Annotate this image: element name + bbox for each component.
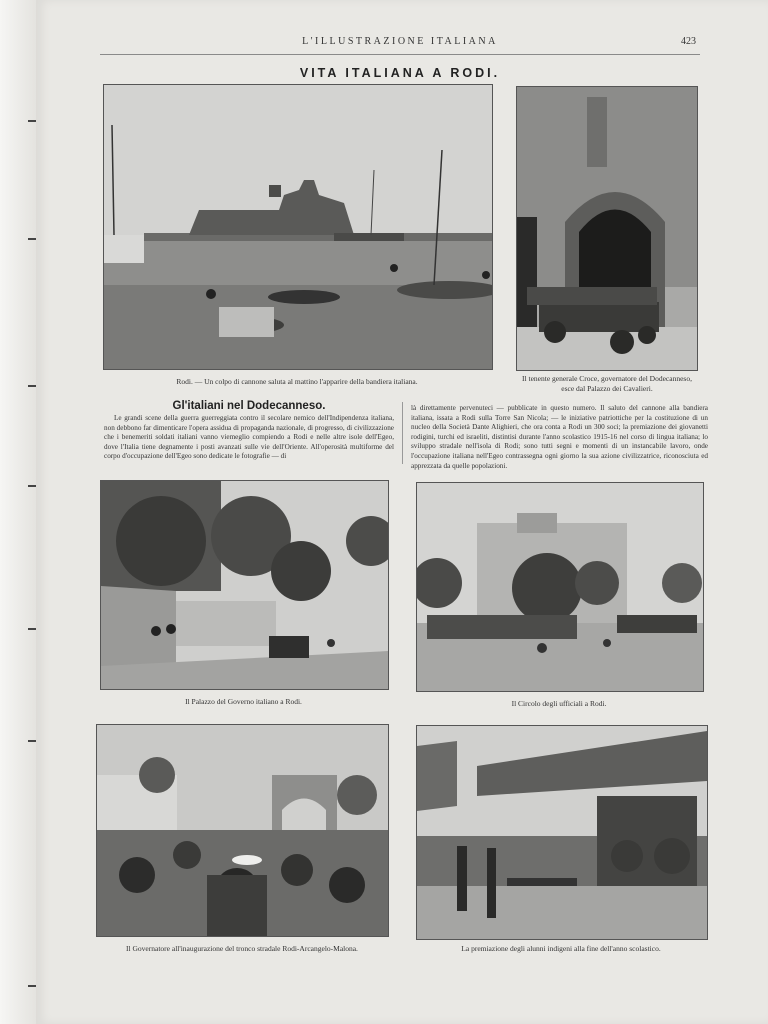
magazine-title: L'ILLUSTRAZIONE ITALIANA [302, 36, 498, 47]
officers-club-caption: Il Circolo degli ufficiali a Rodi. [511, 699, 607, 708]
column-divider [402, 402, 403, 464]
binding-stitch [28, 485, 36, 487]
binding-stitch [28, 385, 36, 387]
harbor-caption: Rodi. — Un colpo di cannone saluta al mattino l'apparire della bandiera italiana. [176, 377, 418, 386]
officers-club-photo [416, 482, 704, 692]
page-number: 423 [681, 36, 696, 47]
palace-gate-caption: Il tenente generale Croce, governatore del Dodecanneso, esce dal Palazzo dei Cavalieri. [522, 374, 692, 393]
government-palace-photo [100, 480, 389, 690]
article-column-1: Le grandi scene della guerra guerreggiata contro il secolare nemico dell'Indipendenza italiana, non debbono far dimenticare l'opera assidua di propaganda nazionale, di progresso, di civilizzazione che i benemeriti soldati italiani vanno viemeglio compiendo a Rodi e nelle altre isole dell'Egeo, dove l'Italia tiene degnamente i posti avanzati sulle vie dell'Oriente. All'operosità multiforme del corpo d'occupazione dell'Egeo sono dedicate le fotografie — di [104, 414, 394, 461]
article-heading: Gl'italiani nel Dodecanneso. [172, 400, 326, 412]
binding-stitch [28, 628, 36, 630]
binding-stitch [28, 120, 36, 122]
palace-gate-photo [516, 86, 698, 371]
road-inauguration-caption: Il Governatore all'inaugurazione del tronco stradale Rodi-Arcangelo-Malona. [126, 944, 358, 953]
page-header [100, 36, 700, 55]
binding-stitch [28, 238, 36, 240]
government-palace-caption: Il Palazzo del Governo italiano a Rodi. [185, 697, 302, 706]
prize-giving-caption: La premiazione degli alunni indigeni alla fine dell'anno scolastico. [461, 944, 661, 953]
page-binding [0, 0, 36, 1024]
prize-giving-photo [416, 725, 708, 940]
section-title: VITA ITALIANA A RODI. [299, 66, 501, 80]
article-column-2: là direttamente pervenuteci — pubblicate in questo numero. Il saluto del cannone alla bandiera italiana, issata a Rodi sulla Torre San Nicola; — le iniziative patriottiche per la costituzione di un nucleo della Società Dante Alighieri, che ora conta a Rodi un 300 soci; la premiazione dei giovanetti rodigini, turchi ed israeliti, distintisi durante l'anno scolastico 1915-16 nel corso di lingua italiana; lo sviluppo stradale nell'isola di Rodi; sono tutti segni e momenti di un instancabile lavoro, onde l'occupazione italiana nell'Egeo contrassegna ogni giorno la sua azione civilizzatrice, riconosciuta ed apprezzata da quelle popolazioni. [411, 404, 708, 470]
binding-stitch [28, 740, 36, 742]
road-inauguration-photo [96, 724, 389, 937]
harbor-photo [103, 84, 493, 370]
binding-stitch [28, 985, 36, 987]
